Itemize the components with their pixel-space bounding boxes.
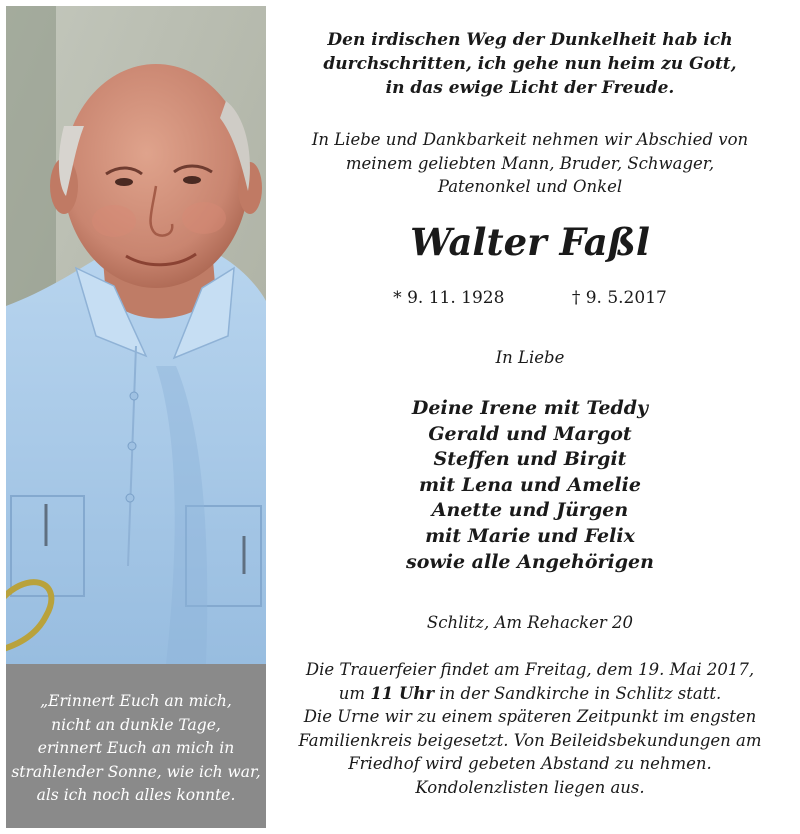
verse-line: in das ewige Licht der Freude. xyxy=(385,78,675,98)
quote-line: erinnert Euch an mich in xyxy=(37,739,235,757)
service-line: Familienkreis beigesetzt. Von Beileidsbekundungen am xyxy=(298,730,762,750)
intro-line: Patenonkel und Onkel xyxy=(437,177,623,196)
intro-line: In Liebe und Dankbarkeit nehmen wir Abschied von xyxy=(311,130,749,149)
verse-line: durchschritten, ich gehe nun heim zu Gott, xyxy=(323,54,737,74)
family-list xyxy=(266,396,794,575)
family-line: sowie alle Angehörigen xyxy=(406,550,654,573)
portrait-photo xyxy=(6,6,266,664)
death-date: † 9. 5.2017 xyxy=(571,288,667,308)
verse-line: Den irdischen Weg der Dunkelheit hab ich xyxy=(327,30,733,50)
service-text: um xyxy=(338,683,371,703)
life-dates xyxy=(266,286,794,310)
quote-line: strahlender Sonne, wie ich war, xyxy=(11,762,261,781)
memorial-quote xyxy=(6,664,266,828)
in-love-label: In Liebe xyxy=(495,348,565,367)
service-text: in der Sandkirche in Schlitz statt. xyxy=(434,683,722,703)
quote-line: nicht an dunkle Tage, xyxy=(51,715,221,734)
service-line: Friedhof wird gebeten Abstand zu nehmen. xyxy=(348,754,712,774)
opening-verse xyxy=(266,28,794,100)
family-line: Gerald und Margot xyxy=(428,422,632,445)
quote-line: als ich noch alles konnte. xyxy=(36,786,236,804)
intro-line: meinem geliebten Mann, Bruder, Schwager, xyxy=(345,153,715,173)
service-line: Kondolenzlisten liegen aus. xyxy=(415,777,645,797)
family-line: Anette und Jürgen xyxy=(431,499,629,522)
deceased-name: Walter Faßl xyxy=(410,220,650,264)
family-line: mit Lena und Amelie xyxy=(419,473,641,496)
obituary-text xyxy=(266,6,794,828)
family-line: Deine Irene mit Teddy xyxy=(411,397,649,419)
address: Schlitz, Am Rehacker 20 xyxy=(426,613,634,632)
service-line: Die Urne wir zu einem späteren Zeitpunkt im engsten xyxy=(303,707,757,727)
birth-date: * 9. 11. 1928 xyxy=(393,288,505,308)
service-line: Die Trauerfeier findet am Freitag, dem 19. Mai 2017, xyxy=(305,660,755,679)
funeral-service-info xyxy=(266,658,794,800)
family-line: mit Marie und Felix xyxy=(425,524,635,547)
service-time: 11 Uhr xyxy=(370,683,435,703)
farewell-intro xyxy=(266,128,794,199)
family-line: Steffen und Birgit xyxy=(433,448,627,471)
quote-line: „Erinnert Euch an mich, xyxy=(40,692,232,710)
service-line xyxy=(266,682,794,706)
